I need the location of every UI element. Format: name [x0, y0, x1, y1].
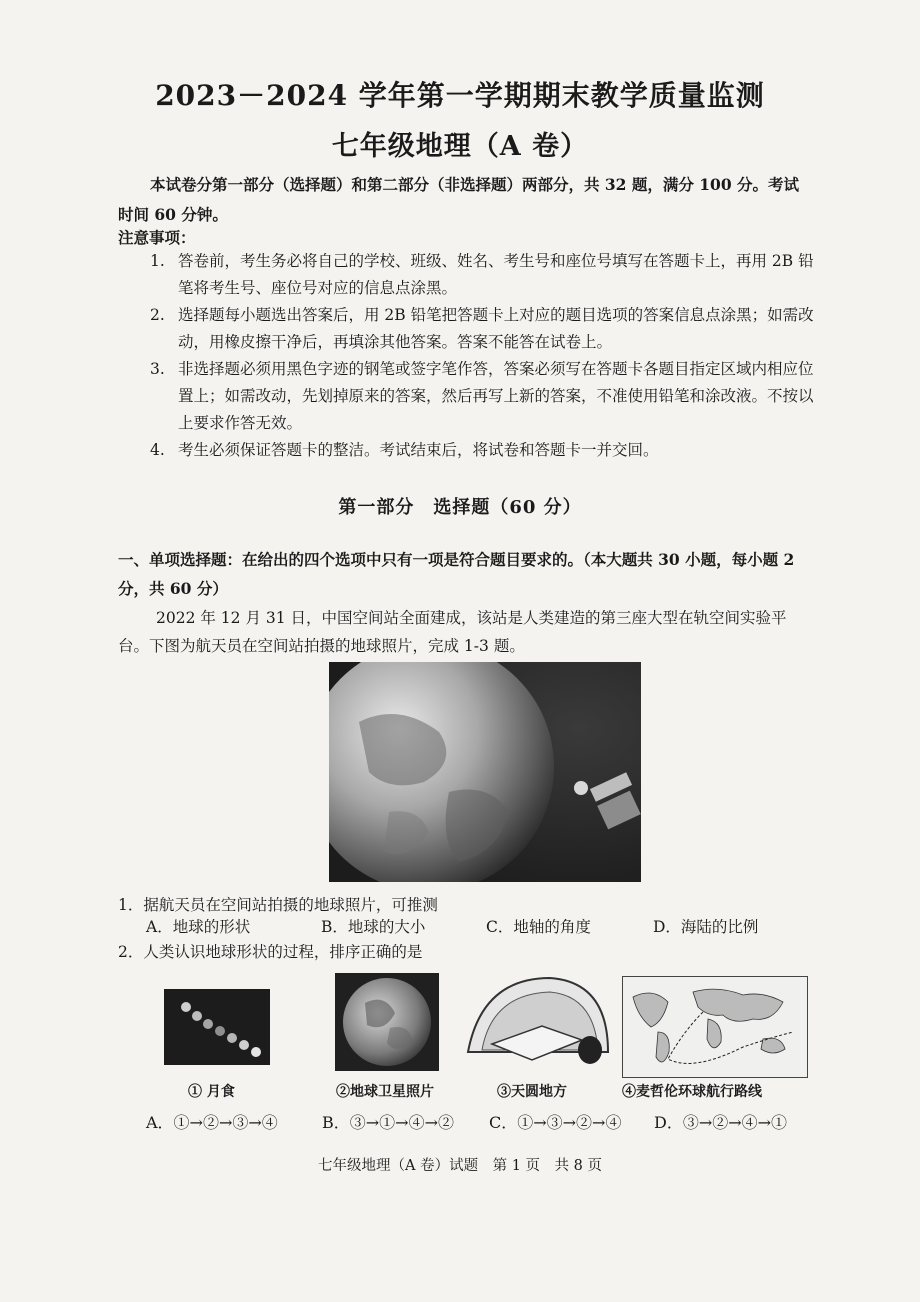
question-2-option-c[interactable]: C．①→③→②→④ [489, 1113, 622, 1132]
question-1-option-d[interactable]: D．海陆的比例 [653, 918, 759, 936]
earth-satellite-icon [335, 973, 439, 1071]
notes-list [150, 248, 815, 464]
note-number: 3. [150, 360, 165, 378]
lunar-eclipse-image [164, 989, 270, 1065]
exam-title: 2023－2024 学年第一学期期末教学质量监测 [155, 79, 765, 112]
round-sky-square-earth-image [462, 974, 610, 1072]
note-text: 非选择题必须用黑色字迹的钢笔或签字笔作答，答案必须写在答题卡各题目指定区域内相应位置上；如需改动，先划掉原来的答案，然后再写上新的答案，不准使用铅笔和涂改液。不按以上要求作答无效。 [178, 360, 814, 432]
lunar-eclipse-icon [164, 989, 270, 1065]
note-item [150, 302, 815, 356]
question-2-option-a[interactable]: A．①→②→③→④ [146, 1113, 278, 1132]
earth-photo-svg [329, 662, 641, 882]
section-title: 第一部分 选择题（60 分） [338, 497, 582, 518]
notes-title: 注意事项： [118, 228, 196, 247]
figure-caption-satellite: ②地球卫星照片 [336, 1084, 434, 1100]
question-1-option-b[interactable]: B．地球的大小 [321, 918, 426, 936]
figure-caption-dome: ③天圆地方 [497, 1084, 567, 1100]
figure-caption-magellan: ④麦哲伦环球航行路线 [622, 1084, 762, 1100]
question-1-option-a[interactable]: A．地球的形状 [146, 918, 251, 936]
exam-intro: 本试卷分第一部分（选择题）和第二部分（非选择题）两部分，共 32 题，满分 100 分。考试时间 60 分钟。 [118, 175, 800, 224]
magellan-route-map [622, 976, 808, 1078]
question-2-option-b[interactable]: B．③→①→④→② [322, 1113, 454, 1132]
question-1-stem: 1．据航天员在空间站拍摄的地球照片，可推测 [118, 896, 438, 914]
note-number: 2. [150, 306, 165, 324]
question-1-option-c[interactable]: C．地轴的角度 [486, 918, 591, 936]
question-2-stem: 2．人类认识地球形状的过程，排序正确的是 [118, 943, 423, 961]
satellite-photo-image [335, 973, 439, 1071]
note-item [150, 437, 815, 464]
earth-photo [329, 662, 641, 882]
note-text: 答卷前，考生务必将自己的学校、班级、姓名、考生号和座位号填写在答题卡上，再用 2B 铅笔将考生号、座位号对应的信息点涂黑。 [178, 252, 814, 297]
note-number: 1. [150, 252, 165, 270]
part1-instruction: 一、单项选择题：在给出的四个选项中只有一项是符合题目要求的。（本大题共 30 小题，每小题 2 分，共 60 分） [118, 550, 795, 598]
figure-caption-eclipse: ① 月食 [188, 1084, 235, 1100]
dome-icon [462, 974, 610, 1072]
page-footer: 七年级地理（A 卷）试题 第 1 页 共 8 页 [318, 1158, 602, 1174]
exam-subtitle: 七年级地理（A 卷） [331, 131, 589, 162]
question-context: 2022 年 12 月 31 日，中国空间站全面建成，该站是人类建造的第三座大型在轨空间实验平台。下图为航天员在空间站拍摄的地球照片，完成 1-3 题。 [118, 609, 787, 655]
note-number: 4. [150, 441, 165, 459]
question-2-option-d[interactable]: D．③→②→④→① [654, 1113, 788, 1132]
world-map-icon [623, 977, 807, 1077]
note-item [150, 356, 815, 437]
note-text: 考生必须保证答题卡的整洁。考试结束后，将试卷和答题卡一并交回。 [178, 441, 659, 459]
note-item [150, 248, 815, 302]
earth-globe [329, 662, 554, 882]
note-text: 选择题每小题选出答案后，用 2B 铅笔把答题卡上对应的题目选项的答案信息点涂黑；如需改动，用橡皮擦干净后，再填涂其他答案。答案不能答在试卷上。 [178, 306, 814, 351]
